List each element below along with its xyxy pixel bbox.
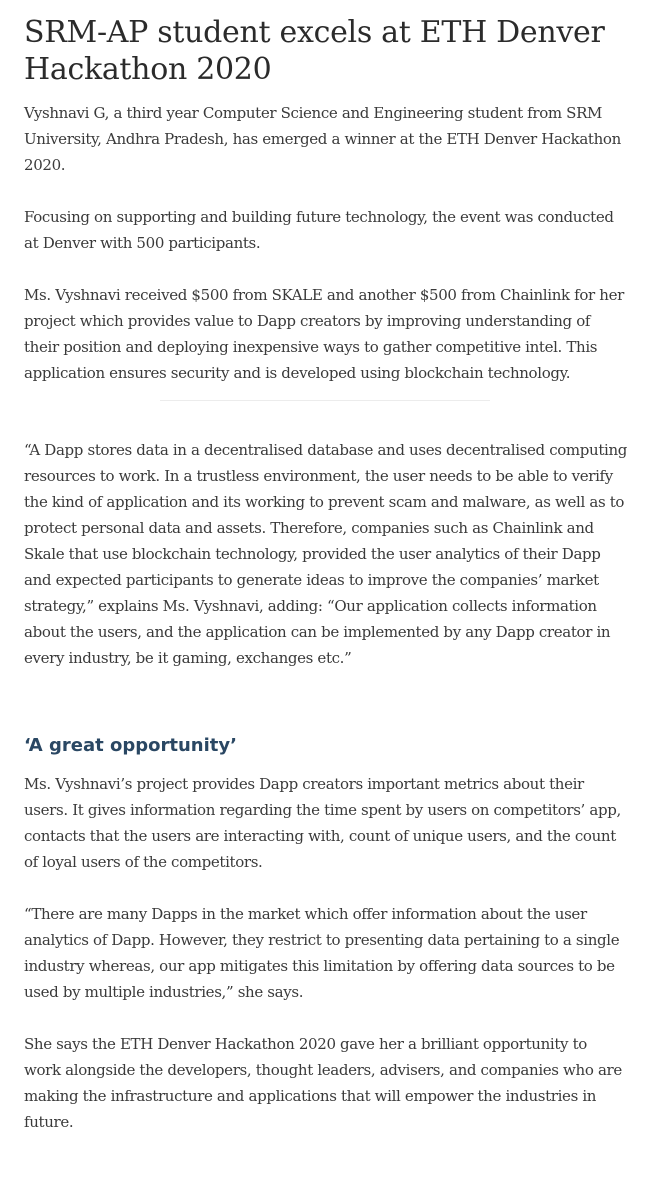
article-title: SRM-AP student excels at ETH Denver Hackathon 2020 (24, 15, 605, 87)
article (24, 14, 628, 1135)
section-divider (160, 400, 490, 401)
article-paragraph: She says the ETH Denver Hackathon 2020 gave her a brilliant opportunity to work alongside the developers, thought leaders, advisers, and companies who are making the infrastructure and applications that will empower the industries in future. (24, 1035, 622, 1131)
article-quote: “A Dapp stores data in a decentralised database and uses decentralised computing resources to work. In a trustless environment, the user needs to be able to verify the kind of application and its working to prevent scam and malware, as well as to protect personal data and assets. Therefore, companies such as Chainlink and Skale that use blockchain technology, provided the user analytics of their Dapp and expected participants to generate ideas to improve the companies’ market strategy,” explains Ms. Vyshnavi, adding: “Our application collects information about the users, and the application can be implemented by any Dapp creator in every industry, be it gaming, exchanges etc.” (24, 441, 628, 667)
section-subheading: ‘A great opportunity’ (24, 735, 237, 756)
article-paragraph: Vyshnavi G, a third year Computer Science and Engineering student from SRM University, Andhra Pradesh, has emerged a winner at the ETH Denver Hackathon 2020. (24, 104, 621, 174)
article-paragraph: “There are many Dapps in the market which offer information about the user analytics of Dapp. However, they restrict to presenting data pertaining to a single industry whereas, our app mitigates this limitation by offering data sources to be used by multiple industries,” she says. (24, 905, 620, 1001)
article-paragraph: Ms. Vyshnavi received $500 from SKALE and another $500 from Chainlink for her project which provides value to Dapp creators by improving understanding of their position and deploying inexpensive ways to gather competitive intel. This application ensures security and is developed using blockchain technology. (24, 286, 624, 382)
article-paragraph: Ms. Vyshnavi’s project provides Dapp creators important metrics about their users. It gives information regarding the time spent by users on competitors’ app, contacts that the users are interacting with, count of unique users, and the count of loyal users of the competitors. (24, 775, 621, 871)
article-paragraph: Focusing on supporting and building future technology, the event was conducted at Denver with 500 participants. (24, 208, 614, 252)
